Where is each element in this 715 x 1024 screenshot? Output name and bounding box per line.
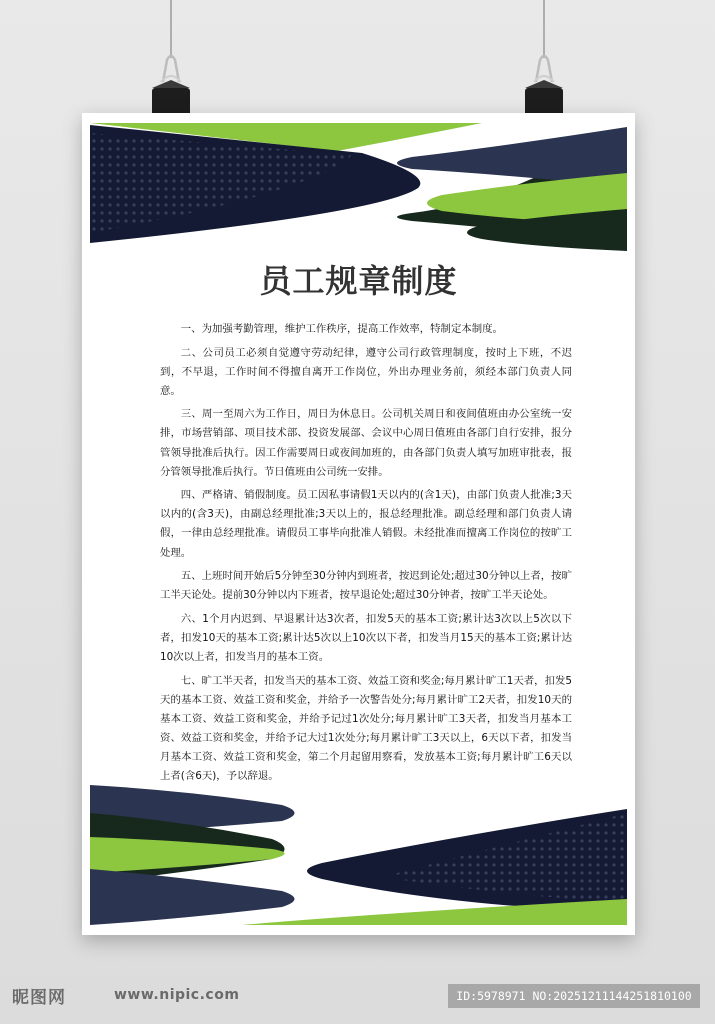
bottom-decoration <box>82 773 635 935</box>
binder-clip-icon <box>149 0 193 122</box>
poster <box>82 113 635 935</box>
site-url[interactable]: www.nipic.com <box>114 987 240 1003</box>
paragraph: 七、旷工半天者，扣发当天的基本工资、效益工资和奖金;每月累计旷工1天者，扣发5天的基本工资、效益工资和奖金，并给予一次警告处分;每月累计旷工2天者，扣发10天的基本工资、效益工资和奖金，并给予记过1次处分;每月累计旷工3天者，扣发当月基本工资、效益工资和奖金，并给予记大过1次处分;每月累计旷工3天以上，6天以下者，扣发当月基本工资、效益工资和奖金，第二个月起留用察看，发放基本工资;每月累计旷工6天以上者(含6天)，予以辞退。 <box>160 674 572 783</box>
paragraph: 三、周一至周六为工作日，周日为休息日。公司机关周日和夜间值班由办公室统一安排，市场营销部、项目技术部、投资发展部、会议中心周日值班由各部门自行安排，报分管领导批准后执行。因工作需要周日或夜间加班的，由各部门负责人填写加班审批表，报分管领导批准后执行。节日值班由公司统一安排。 <box>160 408 572 478</box>
page-title: 员工规章制度 <box>259 262 458 300</box>
site-logo: 昵图网 <box>12 988 66 1008</box>
binder-clip-icon <box>522 0 566 122</box>
paragraph: 五、上班时间开始后5分钟至30分钟内到班者，按迟到论处;超过30分钟以上者，按旷工半天论处。提前30分钟以内下班者，按早退论处;超过30分钟者，按旷工半天论处。 <box>160 570 572 602</box>
top-decoration <box>82 113 635 263</box>
paragraph: 六、1个月内迟到、早退累计达3次者，扣发5天的基本工资;累计达3次以上5次以下者，扣发10天的基本工资;累计达5次以上10次以下者，扣发当月15天的基本工资;累计达10次以上者，扣发当月的基本工资。 <box>160 612 572 663</box>
image-id-badge: ID:5978971 NO:20251211144251810100 <box>448 984 700 1008</box>
rules-body <box>160 320 572 791</box>
paragraph: 二、公司员工必须自觉遵守劳动纪律，遵守公司行政管理制度，按时上下班，不迟到，不早退，工作时间不得擅自离开工作岗位，外出办理业务前，须经本部门负责人同意。 <box>160 346 572 397</box>
paragraph: 四、严格请、销假制度。员工因私事请假1天以内的(含1天)，由部门负责人批准;3天以内的(含3天)，由副总经理批准;3天以上的，报总经理批准。副总经理和部门负责人请假，一律由总经理批准。请假员工事毕向批准人销假。未经批准而擅离工作岗位的按旷工处理。 <box>160 489 572 559</box>
paragraph: 一、为加强考勤管理，维护工作秩序，提高工作效率，特制定本制度。 <box>180 323 503 335</box>
